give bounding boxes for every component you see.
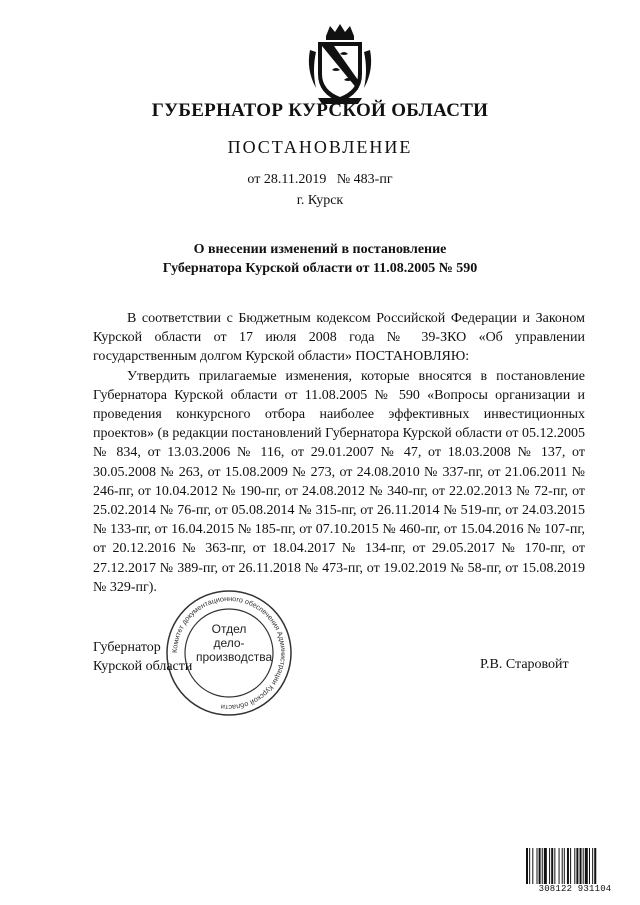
stamp-center-line-3: производства bbox=[196, 650, 273, 664]
stamp-ring-text: Комитет документационного обеспечения Администрации Курской области bbox=[169, 593, 289, 713]
stamp-center-text bbox=[196, 622, 273, 664]
barcode-number: 308122 931104 bbox=[538, 884, 612, 894]
document-body bbox=[93, 309, 585, 597]
stamp-center-line-1: Отдел bbox=[211, 622, 247, 636]
body-paragraph-2: Утвердить прилагаемые изменения, которые вносятся в постановление Губернатора Курской области от 11.08.2005 № 590 «Вопросы организации и проведения конкурсного отбора наиболее эффективных инвестиционных проектов» (в редакции постановлений Губернатора Курской области от 05.12.2005 № 834, от 13.03.2006 № 116, от 29.01.2007 № 47, от 18.03.2008 № 137, от 30.05.2008 № 263, от 15.08.2009 № 273, от 24.08.2010 № 337-пг, от 21.06.2011 № 246-пг, от 10.04.2012 № 190-пг, от 24.08.2012 № 340-пг, от 22.02.2013 № 72-пг, от 25.02.2014 № 76-пг, от 05.08.2014 № 315-пг, от 26.11.2014 № 519-пг, от 24.03.2015 № 133-пг, от 16.04.2015 № 185-пг, от 07.10.2015 № 460-пг, от 15.04.2016 № 107-пг, от 20.12.2016 № 363-пг, от 18.04.2017 № 134-пг, от 29.05.2017 № 170-пг, от 27.12.2017 № 389-пг, от 26.11.2018 № 473-пг, от 19.02.2019 № 58-пг, от 15.08.2019 № 329-пг). bbox=[93, 368, 585, 595]
document-subject bbox=[0, 240, 640, 278]
signatory-position-line-1: Губернатор bbox=[93, 640, 161, 655]
document-date-number: от 28.11.2019 № 483-пг bbox=[247, 172, 393, 187]
governor-title: ГУБЕРНАТОР КУРСКОЙ ОБЛАСТИ bbox=[151, 100, 489, 121]
body-paragraph-1: В соответствии с Бюджетным кодексом Российской Федерации и Законом Курской области от 17 июля 2008 года № 39-ЗКО «Об управлении государственным долгом Курской области» ПОСТАНОВЛЯЮ: bbox=[93, 311, 585, 365]
subject-line-2: Губернатора Курской области от 11.08.2005 № 590 bbox=[162, 261, 478, 276]
subject-line-1: О внесении изменений в постановление bbox=[193, 242, 447, 257]
signatory-position-line-2: Курской области bbox=[93, 659, 193, 674]
stamp-center-line-2: дело- bbox=[213, 636, 245, 650]
coat-of-arms-icon bbox=[304, 22, 376, 106]
signatory-name: Р.В. Старовойт bbox=[480, 657, 569, 672]
document-type: ПОСТАНОВЛЕНИЕ bbox=[227, 137, 413, 157]
barcode bbox=[525, 848, 625, 886]
document-city: г. Курск bbox=[296, 193, 344, 208]
signatory-position bbox=[93, 638, 192, 676]
